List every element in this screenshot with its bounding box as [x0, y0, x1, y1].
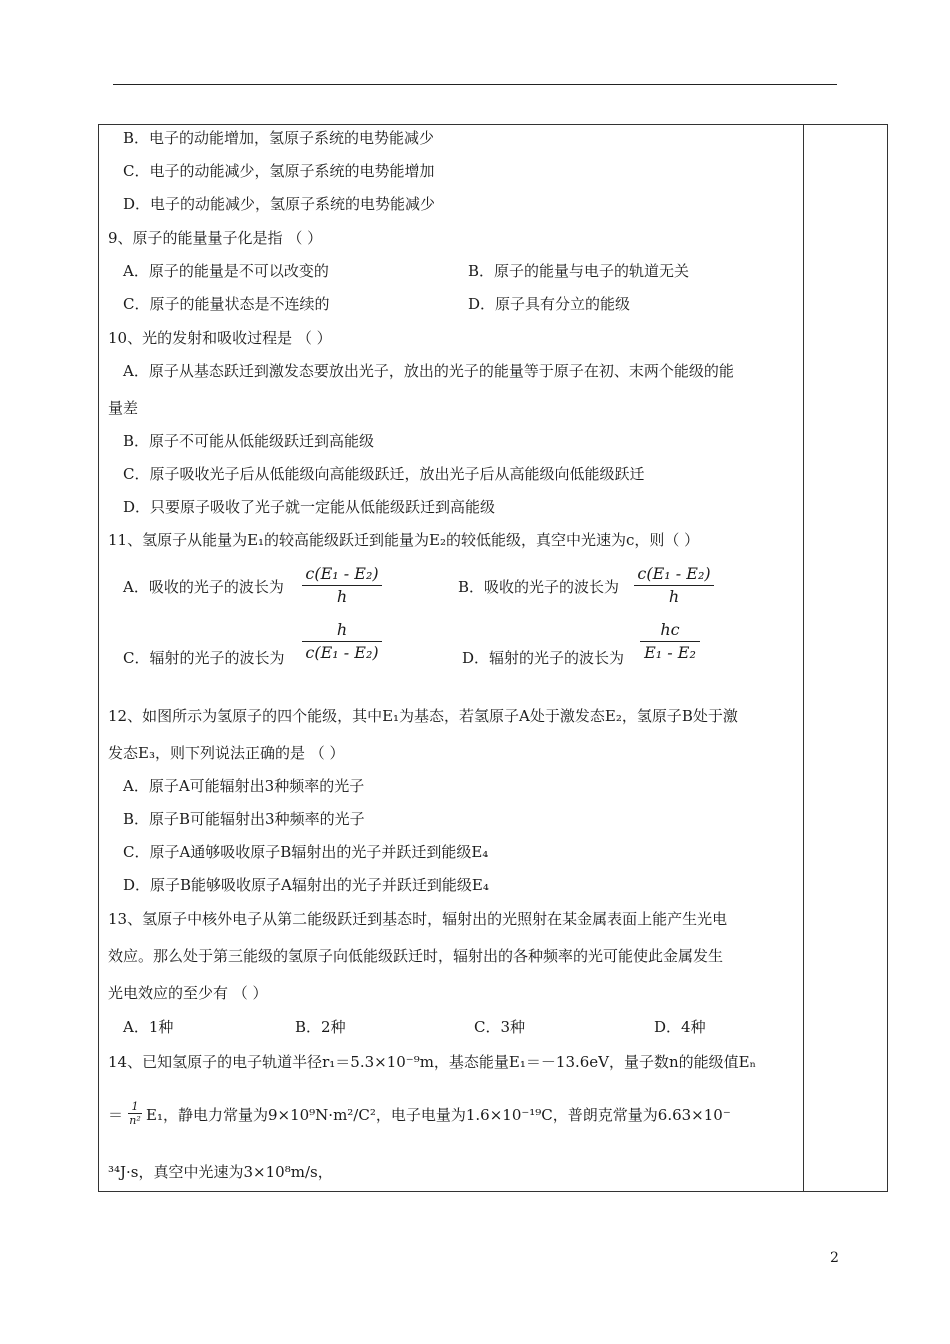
q14-stem-line3: ³⁴J·s，真空中光速为3×10⁸m/s， — [108, 1163, 333, 1181]
q10-option-d: D．只要原子吸收了光子就一定能从低能级跃迁到高能级 — [123, 498, 496, 516]
fraction-numerator: c(E₁ - E₂) — [637, 564, 711, 583]
q13-stem-line1: 13、氢原子中核外电子从第二能级跃迁到基态时，辐射出的光照射在某金属表面上能产生光电 — [108, 910, 728, 928]
q11-fraction-d — [640, 620, 700, 663]
q12-option-a: A．原子A可能辐射出3种频率的光子 — [123, 777, 365, 795]
q10-option-b: B．原子不可能从低能级跃迁到高能级 — [123, 432, 375, 450]
fraction-denominator: h — [668, 587, 680, 606]
q12-option-d: D．原子B能够吸收原子A辐射出的光子并跃迁到能级E₄ — [123, 876, 489, 894]
fraction-numerator: h — [336, 620, 348, 639]
fraction-denominator: c(E₁ - E₂) — [305, 643, 379, 662]
q13-stem-line2: 效应。那么处于第三能级的氢原子向低能级跃迁时，辐射出的各种频率的光可能使此金属发生 — [108, 947, 724, 965]
q12-option-c: C．原子A通够吸收原子B辐射出的光子并跃迁到能级E₄ — [123, 843, 489, 861]
q11-option-d: D．辐射的光子的波长为 — [462, 649, 625, 667]
page-number: 2 — [830, 1250, 839, 1266]
fraction-denominator: E₁ - E₂ — [644, 643, 696, 662]
q8-option-c: C．电子的动能减少，氢原子系统的电势能增加 — [123, 162, 435, 180]
q11-fraction-c — [302, 620, 382, 663]
q11-fraction-a — [302, 564, 382, 607]
q11-stem: 11、氢原子从能量为E₁的较高能级跃迁到能量为E₂的较低能级，真空中光速为c，则（ ） — [108, 531, 700, 549]
q8-option-d: D．电子的动能减少，氢原子系统的电势能减少 — [123, 195, 436, 213]
fraction-numerator: 1 — [131, 1100, 139, 1113]
q12-option-b: B．原子B可能辐射出3种频率的光子 — [123, 810, 365, 828]
q9-stem: 9、原子的能量量子化是指 （ ） — [108, 229, 323, 247]
fraction-denominator: h — [336, 587, 348, 606]
q13-stem-line3: 光电效应的至少有 （ ） — [108, 984, 268, 1002]
q10-stem: 10、光的发射和吸收过程是 （ ） — [108, 329, 332, 347]
q11-option-c: C．辐射的光子的波长为 — [123, 649, 285, 667]
q13-option-c: C．3种 — [474, 1018, 526, 1036]
column-divider — [803, 125, 804, 1191]
q9-option-a: A．原子的能量是不可以改变的 — [123, 262, 329, 280]
q10-option-a-line1: A．原子从基态跃迁到激发态要放出光子，放出的光子的能量等于原子在初、末两个能级的能 — [123, 362, 734, 380]
q14-stem-line1: 14、已知氢原子的电子轨道半径r₁＝5.3×10⁻⁹m，基态能量E₁＝－13.6eV，量子数n的能级值Eₙ — [108, 1053, 757, 1071]
q11-option-a: A．吸收的光子的波长为 — [123, 578, 284, 596]
q12-stem-line2: 发态E₃，则下列说法正确的是 （ ） — [108, 744, 345, 762]
q9-option-c: C．原子的能量状态是不连续的 — [123, 295, 330, 313]
q12-stem-line1: 12、如图所示为氢原子的四个能级，其中E₁为基态，若氢原子A处于激发态E₂，氢原子B处于激 — [108, 707, 738, 725]
q10-option-a-line2: 量差 — [108, 399, 139, 417]
q14-stem-line2: E₁，静电力常量为9×10⁹N·m²/C²，电子电量为1.6×10⁻¹⁹C，普朗克常量为6.63×10⁻ — [146, 1106, 731, 1124]
q8-option-b: B．电子的动能增加，氢原子系统的电势能减少 — [123, 129, 435, 147]
q14-equals: ＝ — [108, 1106, 124, 1124]
q9-option-b: B．原子的能量与电子的轨道无关 — [468, 262, 690, 280]
q13-option-b: B．2种 — [295, 1018, 346, 1036]
q9-option-d: D．原子具有分立的能级 — [468, 295, 631, 313]
header-rule — [113, 84, 837, 85]
q14-fraction — [128, 1100, 142, 1127]
fraction-denominator: n² — [129, 1114, 141, 1127]
q11-fraction-b — [634, 564, 714, 607]
q13-option-d: D．4种 — [654, 1018, 706, 1036]
q10-option-c: C．原子吸收光子后从低能级向高能级跃迁，放出光子后从高能级向低能级跃迁 — [123, 465, 645, 483]
q11-option-b: B．吸收的光子的波长为 — [458, 578, 620, 596]
q13-option-a: A．1种 — [123, 1018, 174, 1036]
fraction-numerator: hc — [660, 620, 680, 639]
fraction-numerator: c(E₁ - E₂) — [305, 564, 379, 583]
